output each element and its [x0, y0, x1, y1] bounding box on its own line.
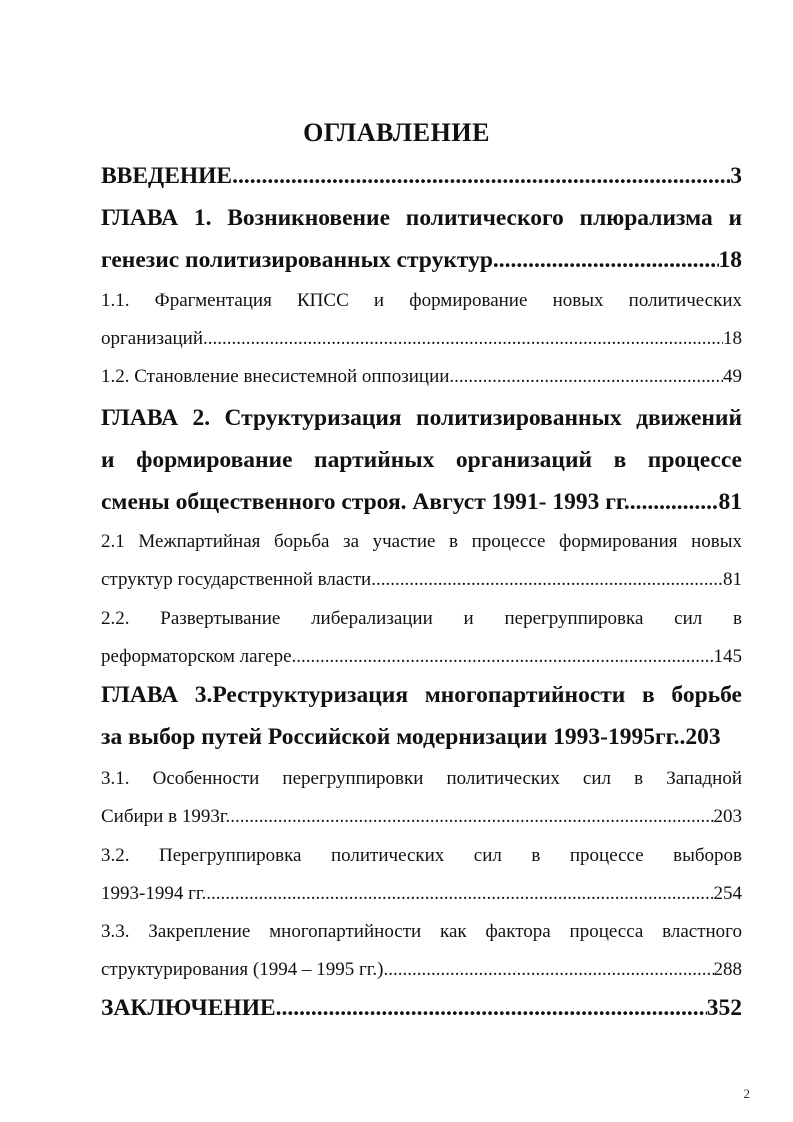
toc-entry-section2-2 — [101, 600, 742, 676]
toc-entry-chapter2-line1: ГЛАВА 2. Структуризация политизированных движений — [101, 405, 742, 431]
dot-leader — [206, 875, 713, 913]
toc-entry-chapter1-line1: ГЛАВА 1. Возникновение политического плюрализма и — [101, 205, 742, 231]
toc-entry-section1-2-page: 49 — [723, 366, 742, 387]
toc-entry-chapter3-page: 203 — [685, 724, 721, 750]
toc-entry-section2-2-line1: 2.2. Развертывание либерализации и перегруппировка сил в — [101, 608, 742, 629]
toc-entry-section3-3-line1: 3.3. Закрепление многопартийности как фактора процесса властного — [101, 921, 742, 942]
toc-entry-section3-2-line1: 3.2. Перегруппировка политических сил в процессе выборов — [101, 845, 742, 866]
dot-leader — [282, 987, 707, 1029]
toc-entry-chapter1-line2: генезис политизированных структур — [101, 247, 493, 273]
toc-entry-conclusion-text: ЗАКЛЮЧЕНИЕ. — [101, 995, 282, 1021]
toc-entry-section1-1-page: 18 — [723, 328, 742, 349]
toc-entry-section1-2-text: 1.2. Становление внесистемной оппозиции. — [101, 366, 455, 387]
toc-entry-section1-1-line1: 1.1. Фрагментация КПСС и формирование новых политических — [101, 290, 742, 311]
toc-entry-chapter1 — [101, 197, 742, 281]
toc-entry-chapter2-page: 81 — [718, 489, 742, 515]
toc-entry-section2-2-page: 145 — [713, 646, 742, 667]
toc-entry-intro-page: 3 — [730, 163, 742, 189]
toc-entry-section3-2 — [101, 837, 742, 913]
toc-entry-chapter3-line1: ГЛАВА 3.Реструктуризация многопартийности в борьбе — [101, 682, 742, 708]
toc-entry-chapter2-line2: и формирование партийных организаций в процессе — [101, 447, 742, 473]
toc-entry-chapter2-line3: смены общественного строя. Август 1991- 1993 гг. — [101, 489, 630, 515]
toc-entry-section2-2-line2: реформаторском лагере. — [101, 646, 297, 667]
toc-entry-section3-2-page: 254 — [713, 883, 742, 904]
page-title: ОГЛАВЛЕНИЕ — [303, 118, 490, 147]
toc-entry-chapter1-page: 18 — [718, 247, 742, 273]
dot-leader — [230, 798, 713, 836]
toc-entry-intro-text: ВВЕДЕНИЕ. — [101, 163, 238, 189]
toc-entry-intro — [101, 155, 742, 197]
toc-entry-section3-3 — [101, 913, 742, 989]
toc-entry-section3-3-line2: структурирования (1994 – 1995 гг.) — [101, 959, 384, 980]
toc-entry-section3-3-page: 288 — [713, 959, 742, 980]
toc-entry-section1-1-line2: организаций — [101, 328, 204, 349]
toc-entry-section3-1 — [101, 760, 742, 836]
dot-leader — [493, 239, 719, 281]
toc-entry-section3-1-line2: Сибири в 1993г. — [101, 806, 231, 827]
dot-leader — [238, 155, 730, 197]
toc-entry-section2-1-page: 81 — [723, 569, 742, 590]
toc-entry-section2-1 — [101, 523, 742, 599]
toc-entry-section3-1-line1: 3.1. Особенности перегруппировки политических сил в Западной — [101, 768, 742, 789]
toc-entry-section2-1-line1: 2.1 Межпартийная борьба за участие в процессе формирования новых — [101, 531, 742, 552]
dot-leader — [371, 561, 723, 599]
dot-leader — [454, 358, 723, 396]
toc-entry-conclusion — [101, 987, 742, 1029]
toc-entry-section1-2 — [101, 358, 742, 396]
toc-entry-chapter3-line2: за выбор путей Российской модернизации 1993-1995гг.. — [101, 724, 686, 750]
toc-entry-chapter3 — [101, 674, 742, 758]
dot-leader — [384, 951, 714, 989]
dot-leader — [203, 320, 723, 358]
toc-entry-chapter2 — [101, 397, 742, 523]
toc-entry-section2-1-line2: структур государственной власти — [101, 569, 372, 590]
toc-entry-conclusion-page: 352 — [706, 995, 742, 1021]
dot-leader — [630, 481, 719, 523]
toc-entry-section3-2-line2: 1993-1994 гг. — [101, 883, 207, 904]
toc-entry-section1-1 — [101, 282, 742, 358]
page-number: 2 — [743, 1086, 750, 1101]
toc-entry-section3-1-page: 203 — [713, 806, 742, 827]
dot-leader — [296, 638, 713, 676]
